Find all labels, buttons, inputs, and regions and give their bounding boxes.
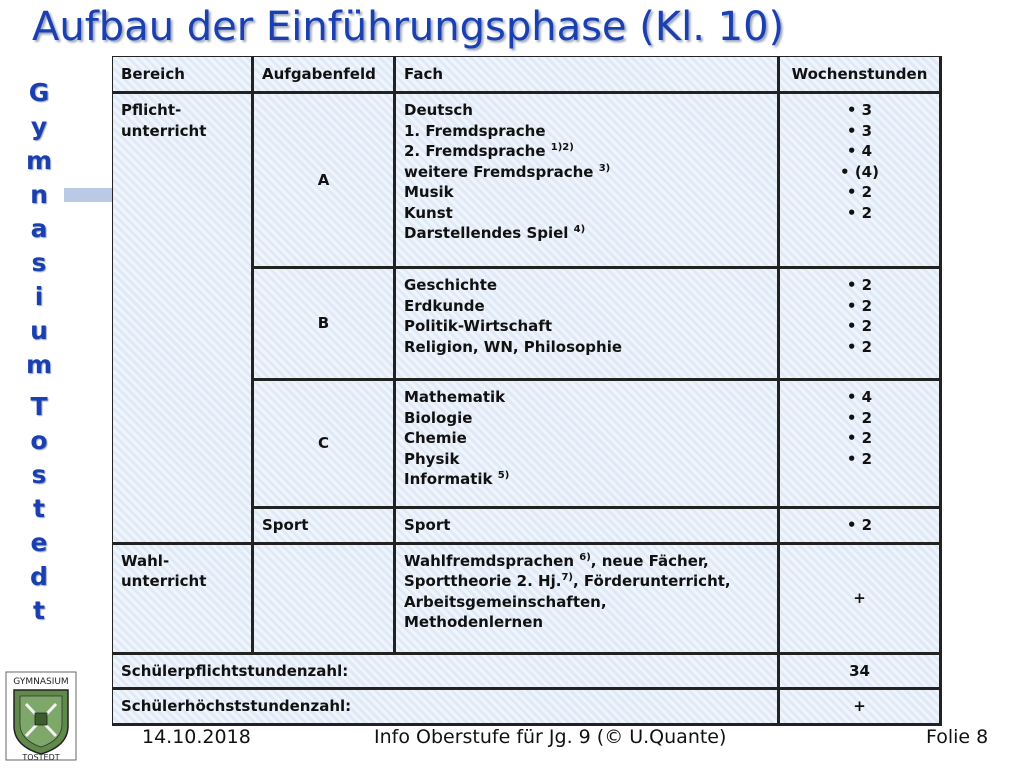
logo-top-text: GYMNASIUM xyxy=(13,677,69,687)
cell-wahlunterricht xyxy=(113,543,253,653)
side-letter: e xyxy=(30,528,48,557)
cell-wahl-hours: + xyxy=(779,543,941,653)
slide-title: Aufbau der Einführungsphase (Kl. 10) xyxy=(32,4,785,50)
subject-item: Musik xyxy=(404,183,454,201)
subject-item: Erdkunde xyxy=(404,296,485,315)
side-letter: d xyxy=(30,562,48,591)
cell-feld-c-label: C xyxy=(253,380,395,508)
side-letter: n xyxy=(30,180,48,209)
cell-wahl-fach xyxy=(395,543,779,653)
side-letter: T xyxy=(30,392,48,421)
cell-feld-a-label: A xyxy=(253,93,395,268)
cell-feld-c-subjects xyxy=(395,380,779,508)
side-letter: G xyxy=(28,78,50,107)
wahl-line: Sporttheorie 2. Hj.$^{7)}$, Förderunterricht, xyxy=(404,572,731,590)
side-letter: i xyxy=(34,282,44,311)
logo-bottom-text: TOSTEDT xyxy=(22,753,60,762)
cell-sport-fach: Sport xyxy=(395,508,779,544)
side-letter: s xyxy=(31,460,47,489)
subject-item: 2. Fremdsprache $^{1)2)}$ xyxy=(404,142,574,160)
hours-item: • (4) xyxy=(840,162,879,181)
table-row-feld-a xyxy=(113,93,941,268)
decorative-bar xyxy=(64,188,112,202)
side-school-name xyxy=(22,76,56,628)
subject-item: Biologie xyxy=(404,408,473,427)
table-row-summary-hoechst xyxy=(113,689,941,725)
table-row-summary-pflicht xyxy=(113,653,941,689)
header-fach: Fach xyxy=(395,57,779,93)
subject-item: Kunst xyxy=(404,203,453,222)
stundentafel-table xyxy=(112,56,942,726)
hours-item: • 2 xyxy=(846,449,873,468)
hours-item: • 3 xyxy=(846,121,873,140)
summary-pflicht-value: 34 xyxy=(779,653,941,689)
wahl-line: Arbeitsgemeinschaften, xyxy=(404,592,607,611)
footer-slide-number: Folie 8 xyxy=(926,726,989,748)
hours-item: • 4 xyxy=(846,388,873,406)
summary-hoechst-label: Schülerhöchststundenzahl: xyxy=(113,689,779,725)
wahl-label-line1: Wahl- xyxy=(121,551,170,570)
subject-item: Chemie xyxy=(404,429,467,447)
cell-sport-aufgabenfeld: Sport xyxy=(253,508,395,544)
side-letter: t xyxy=(33,596,45,625)
wahl-label-line2: unterricht xyxy=(121,572,207,590)
side-letter: t xyxy=(33,494,45,523)
cell-feld-b-hours xyxy=(779,268,941,380)
cell-feld-b-label: B xyxy=(253,268,395,380)
table-row-wahl xyxy=(113,543,941,653)
header-wochenstunden: Wochenstunden xyxy=(779,57,941,93)
wahl-line: Methodenlernen xyxy=(404,613,544,631)
side-letter: u xyxy=(30,316,48,345)
slide-footer xyxy=(0,726,1024,754)
hours-item: • 2 xyxy=(846,183,873,201)
side-letter: y xyxy=(30,112,48,141)
footer-info: Info Oberstufe für Jg. 9 (© U.Quante) xyxy=(374,726,727,748)
wahl-line: Wahlfremdsprachen $^{6)}$, neue Fächer, xyxy=(404,551,709,570)
hours-item: • 2 xyxy=(846,408,873,427)
subject-item: Religion, WN, Philosophie xyxy=(404,337,623,356)
subject-item: Informatik $^{5)}$ xyxy=(404,470,510,488)
hours-item: • 2 xyxy=(846,429,873,447)
cell-feld-b-subjects xyxy=(395,268,779,380)
side-letter: s xyxy=(31,248,47,277)
cell-feld-a-subjects xyxy=(395,93,779,268)
cell-pflichtunterricht xyxy=(113,93,253,544)
side-letter: a xyxy=(30,214,48,243)
pflicht-label-line2: unterricht xyxy=(121,121,207,140)
side-letter: o xyxy=(30,426,48,455)
cell-feld-c-hours xyxy=(779,380,941,508)
header-aufgabenfeld: Aufgabenfeld xyxy=(253,57,395,93)
hours-item: • 2 xyxy=(846,276,873,294)
footer-date: 14.10.2018 xyxy=(142,726,251,748)
subject-item: Physik xyxy=(404,449,460,468)
cell-wahl-aufgabenfeld-empty xyxy=(253,543,395,653)
hours-item: • 2 xyxy=(846,317,873,335)
side-letter: m xyxy=(25,350,53,379)
cell-sport-hours: • 2 xyxy=(779,508,941,544)
subject-item: Politik-Wirtschaft xyxy=(404,317,552,335)
hours-item: • 3 xyxy=(846,101,873,119)
subject-item: weitere Fremdsprache $^{3)}$ xyxy=(404,162,611,181)
subject-item: 1. Fremdsprache xyxy=(404,121,546,140)
subject-item: Darstellendes Spiel $^{4)}$ xyxy=(404,224,586,242)
table-header-row xyxy=(113,57,941,93)
subject-item: Deutsch xyxy=(404,101,473,119)
header-bereich: Bereich xyxy=(113,57,253,93)
subject-item: Geschichte xyxy=(404,276,498,294)
cell-feld-a-hours xyxy=(779,93,941,268)
summary-hoechst-value: + xyxy=(779,689,941,725)
subject-item: Mathematik xyxy=(404,388,506,406)
hours-item: • 2 xyxy=(846,296,873,315)
pflicht-label-line1: Pflicht- xyxy=(121,101,182,119)
hours-item: • 4 xyxy=(846,142,873,160)
summary-pflicht-label: Schülerpflichtstundenzahl: xyxy=(113,653,779,689)
side-letter: m xyxy=(25,146,53,175)
hours-item: • 2 xyxy=(846,337,873,356)
hours-item: • 2 xyxy=(846,203,873,222)
